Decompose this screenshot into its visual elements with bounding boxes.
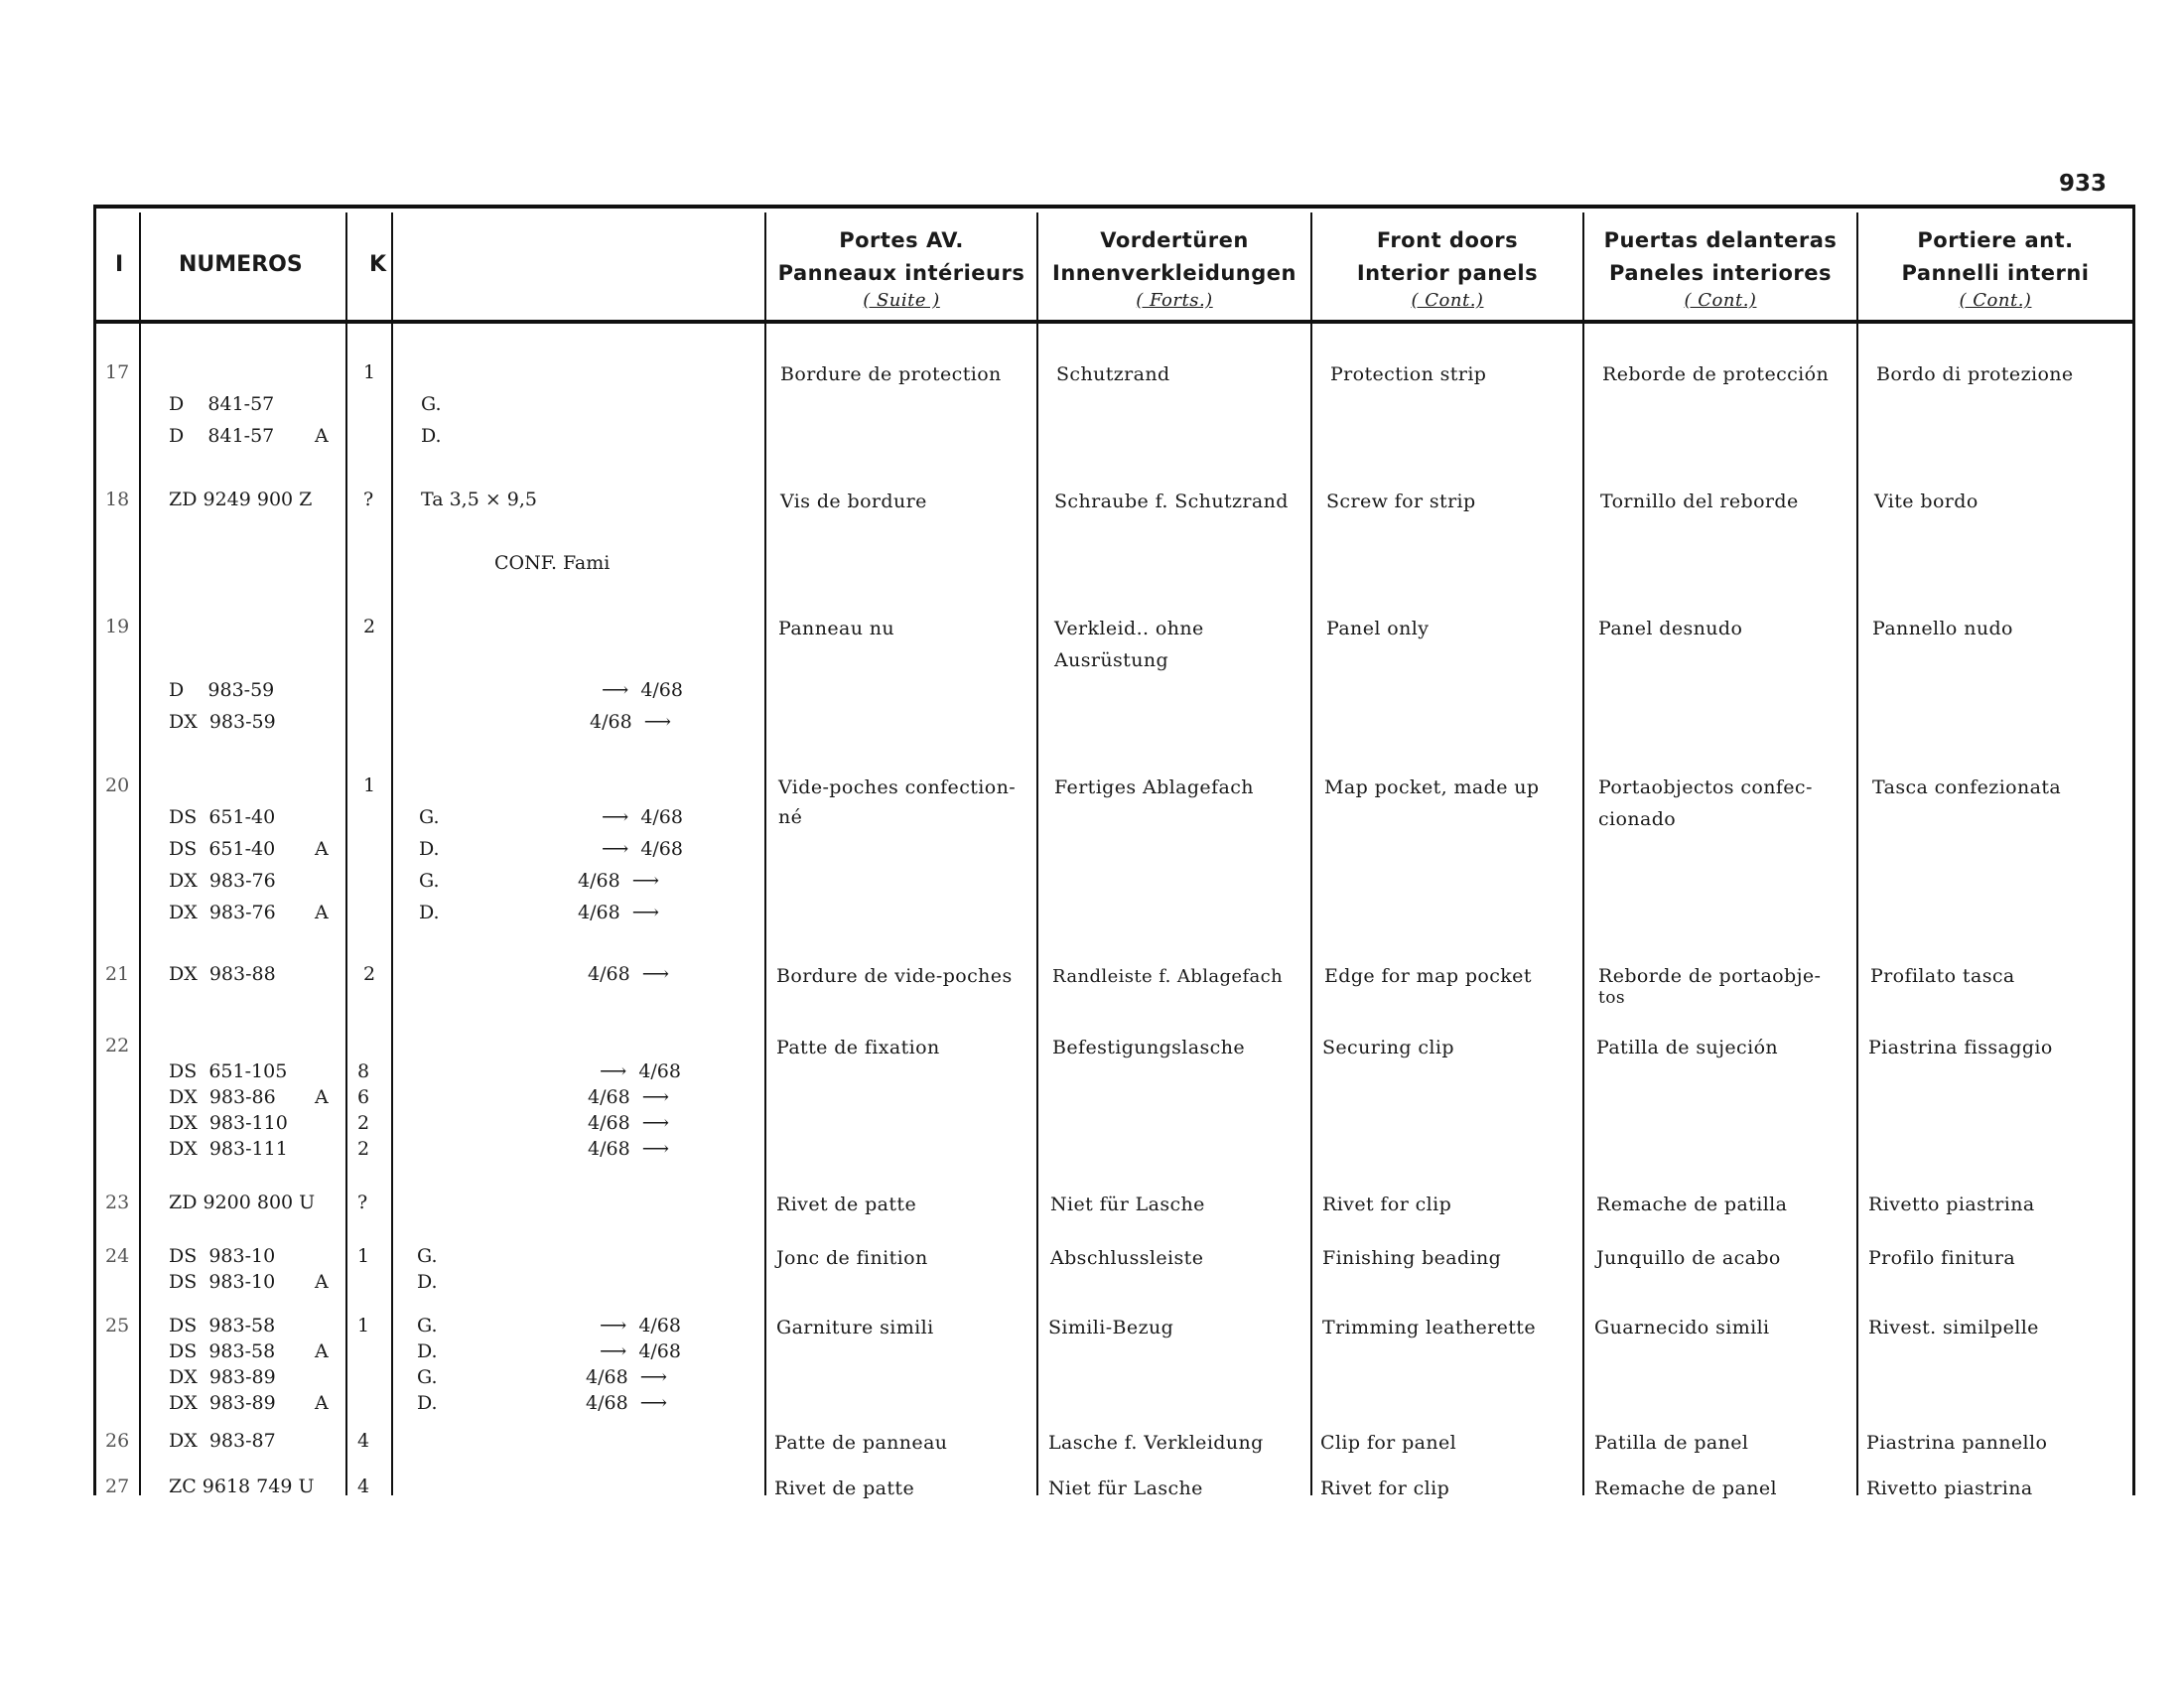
desc-fr: Patte de fixation bbox=[776, 1037, 940, 1058]
part-number: DX 983-59 bbox=[169, 711, 276, 733]
header-col-en bbox=[1312, 224, 1582, 312]
part-side: D. bbox=[417, 1392, 438, 1414]
header-col-i: I bbox=[115, 252, 124, 277]
table-top-border bbox=[93, 205, 2134, 209]
part-side: G. bbox=[419, 870, 440, 892]
desc-en: Edge for map pocket bbox=[1324, 965, 1532, 987]
part-side: G. bbox=[417, 1315, 438, 1336]
part-number: DS 651-40 bbox=[169, 806, 276, 828]
part-suffix: A bbox=[315, 1392, 329, 1414]
col-divider-k bbox=[391, 212, 393, 1495]
row-index: 21 bbox=[105, 963, 130, 985]
desc-fr: Patte de panneau bbox=[774, 1432, 948, 1454]
part-note: 4/68 ⟶ bbox=[588, 1112, 669, 1134]
part-note: ⟶ 4/68 bbox=[602, 679, 683, 701]
header-fr-sub: ( Suite ) bbox=[863, 290, 940, 311]
desc-en: Rivet for clip bbox=[1322, 1194, 1452, 1215]
part-number: ZC 9618 749 U bbox=[169, 1476, 315, 1497]
header-col-es bbox=[1584, 224, 1856, 312]
part-side: D. bbox=[417, 1271, 438, 1293]
part-suffix: A bbox=[315, 1086, 329, 1108]
desc-en: Finishing beading bbox=[1322, 1247, 1502, 1269]
desc-it: Rivetto piastrina bbox=[1868, 1194, 2035, 1215]
part-number: DS 983-58 bbox=[169, 1315, 276, 1336]
header-it-line2: Pannelli interni bbox=[1901, 261, 2090, 285]
desc-es: Patilla de sujeción bbox=[1596, 1037, 1779, 1058]
row-k: 4 bbox=[357, 1430, 370, 1452]
desc-it: Profilato tasca bbox=[1870, 965, 2015, 987]
col-divider-fr bbox=[1036, 212, 1038, 1495]
header-col-fr bbox=[766, 224, 1036, 312]
row-index: 25 bbox=[105, 1315, 130, 1336]
part-note: ⟶ 4/68 bbox=[600, 1340, 681, 1362]
header-de-line2: Innenverkleidungen bbox=[1052, 261, 1297, 285]
desc-it: Piastrina fissaggio bbox=[1868, 1037, 2053, 1058]
part-number: DX 983-88 bbox=[169, 963, 276, 985]
desc-fr: Bordure de vide-poches bbox=[776, 965, 1013, 987]
desc-de: Befestigungslasche bbox=[1052, 1037, 1245, 1058]
part-number: ZD 9249 900 Z bbox=[169, 489, 313, 510]
row-k: 1 bbox=[357, 1315, 370, 1336]
row-index: 20 bbox=[105, 774, 130, 796]
row-k: 4 bbox=[357, 1476, 370, 1497]
row-index: 27 bbox=[105, 1476, 130, 1497]
row-index: 19 bbox=[105, 616, 130, 637]
desc-fr: Vide-poches confection- bbox=[778, 776, 1017, 798]
header-en-line2: Interior panels bbox=[1356, 261, 1539, 285]
col-divider-es bbox=[1856, 212, 1858, 1495]
desc-es: Patilla de panel bbox=[1594, 1432, 1749, 1454]
header-col-it bbox=[1858, 224, 2132, 312]
col-divider-i bbox=[139, 212, 141, 1495]
part-side: D. bbox=[419, 838, 440, 860]
part-number: D 983-59 bbox=[169, 679, 275, 701]
desc-it: Pannello nudo bbox=[1872, 618, 2013, 639]
header-es-sub: ( Cont.) bbox=[1684, 290, 1757, 311]
desc-it: Rivest. similpelle bbox=[1868, 1317, 2039, 1338]
row-k: 2 bbox=[363, 616, 376, 637]
part-number: DX 983-89 bbox=[169, 1366, 276, 1388]
part-note: 4/68 ⟶ bbox=[588, 1138, 669, 1160]
desc-fr: Garniture simili bbox=[776, 1317, 934, 1338]
desc-es: Reborde de protección bbox=[1602, 363, 1830, 385]
row-k: 1 bbox=[363, 774, 376, 796]
row-index: 24 bbox=[105, 1245, 130, 1267]
desc-de: Niet für Lasche bbox=[1050, 1194, 1205, 1215]
desc-it: Vite bordo bbox=[1874, 491, 1979, 512]
part-suffix: A bbox=[315, 838, 329, 860]
part-suffix: A bbox=[315, 1340, 329, 1362]
desc-de: Schutzrand bbox=[1056, 363, 1170, 385]
part-number: ZD 9200 800 U bbox=[169, 1192, 316, 1213]
part-note: 4/68 ⟶ bbox=[586, 1392, 667, 1414]
desc-it: Bordo di protezione bbox=[1876, 363, 2074, 385]
row-index: 18 bbox=[105, 489, 130, 510]
desc-en: Panel only bbox=[1326, 618, 1430, 639]
part-number: DX 983-110 bbox=[169, 1112, 288, 1134]
row-index: 17 bbox=[105, 361, 130, 383]
part-note: 4/68 ⟶ bbox=[578, 870, 659, 892]
part-note: ⟶ 4/68 bbox=[602, 838, 683, 860]
part-number: DS 651-40 bbox=[169, 838, 276, 860]
row-index: 26 bbox=[105, 1430, 130, 1452]
part-side: D. bbox=[417, 1340, 438, 1362]
desc-fr: Rivet de patte bbox=[776, 1194, 917, 1215]
part-number: DX 983-76 bbox=[169, 870, 276, 892]
part-number: DX 983-87 bbox=[169, 1430, 276, 1452]
desc-es: Remache de panel bbox=[1594, 1477, 1777, 1499]
part-side: G. bbox=[417, 1245, 438, 1267]
desc-de: Abschlussleiste bbox=[1050, 1247, 1204, 1269]
col-divider-numeros bbox=[345, 212, 347, 1495]
part-number: DX 983-111 bbox=[169, 1138, 288, 1160]
part-number: DX 983-86 bbox=[169, 1086, 276, 1108]
col-divider-en bbox=[1582, 212, 1584, 1495]
row-k: 2 bbox=[363, 963, 376, 985]
row-index: 23 bbox=[105, 1192, 130, 1213]
desc-en: Protection strip bbox=[1330, 363, 1487, 385]
part-number: DX 983-89 bbox=[169, 1392, 276, 1414]
desc-en: Securing clip bbox=[1322, 1037, 1454, 1058]
part-side: D. bbox=[419, 902, 440, 923]
header-fr-line2: Panneaux intérieurs bbox=[777, 261, 1025, 285]
desc-en: Map pocket, made up bbox=[1324, 776, 1540, 798]
header-bottom-border bbox=[93, 320, 2134, 324]
header-en-line1: Front doors bbox=[1376, 228, 1519, 252]
desc-es: Junquillo de acabo bbox=[1596, 1247, 1781, 1269]
desc-fr: Bordure de protection bbox=[780, 363, 1002, 385]
desc-fr: Vis de bordure bbox=[780, 491, 927, 512]
col-divider-de bbox=[1310, 212, 1312, 1495]
part-number: DS 983-10 bbox=[169, 1271, 276, 1293]
part-side: G. bbox=[417, 1366, 438, 1388]
row-index: 22 bbox=[105, 1035, 130, 1056]
header-es-line1: Puertas delanteras bbox=[1603, 228, 1838, 252]
desc-en: Trimming leatherette bbox=[1322, 1317, 1536, 1338]
part-extra: CONF. Fami bbox=[494, 552, 611, 574]
desc-fr: Rivet de patte bbox=[774, 1477, 915, 1499]
header-de-line1: Vordertüren bbox=[1100, 228, 1249, 252]
desc-de: Simili-Bezug bbox=[1048, 1317, 1174, 1338]
desc-fr: Panneau nu bbox=[778, 618, 895, 639]
desc-it: Rivetto piastrina bbox=[1866, 1477, 2033, 1499]
part-suffix: A bbox=[315, 1271, 329, 1293]
desc-fr-cont: né bbox=[778, 806, 803, 828]
page-number: 933 bbox=[2059, 171, 2108, 197]
col-divider-spec bbox=[764, 212, 766, 1495]
part-k: 8 bbox=[357, 1060, 370, 1082]
part-note: ⟶ 4/68 bbox=[602, 806, 683, 828]
part-side: D. bbox=[421, 425, 442, 447]
part-k: 2 bbox=[357, 1112, 370, 1134]
part-number: D 841-57 bbox=[169, 425, 275, 447]
desc-de: Niet für Lasche bbox=[1048, 1477, 1203, 1499]
desc-es: Reborde de portaobje- bbox=[1598, 965, 1822, 987]
header-en-sub: ( Cont.) bbox=[1411, 290, 1484, 311]
desc-es: Tornillo del reborde bbox=[1600, 491, 1799, 512]
desc-it: Piastrina pannello bbox=[1866, 1432, 2048, 1454]
desc-es: Remache de patilla bbox=[1596, 1194, 1788, 1215]
part-note: 4/68 ⟶ bbox=[578, 902, 659, 923]
desc-de: Schraube f. Schutzrand bbox=[1054, 491, 1289, 512]
desc-de: Lasche f. Verkleidung bbox=[1048, 1432, 1264, 1454]
part-note: ⟶ 4/68 bbox=[600, 1060, 681, 1082]
part-note: 4/68 ⟶ bbox=[586, 1366, 667, 1388]
desc-de: Verkleid.. ohne bbox=[1054, 618, 1204, 639]
part-k: 6 bbox=[357, 1086, 370, 1108]
part-number: DS 651-105 bbox=[169, 1060, 288, 1082]
header-col-de bbox=[1038, 224, 1310, 312]
desc-de-cont: Ausrüstung bbox=[1054, 649, 1169, 671]
part-side: G. bbox=[419, 806, 440, 828]
desc-en: Clip for panel bbox=[1320, 1432, 1457, 1454]
part-note: ⟶ 4/68 bbox=[600, 1315, 681, 1336]
desc-es: Guarnecido simili bbox=[1594, 1317, 1770, 1338]
part-number: D 841-57 bbox=[169, 393, 275, 415]
header-de-sub: ( Forts.) bbox=[1136, 290, 1213, 311]
header-col-numeros: NUMEROS bbox=[179, 252, 303, 277]
part-note: 4/68 ⟶ bbox=[588, 1086, 669, 1108]
desc-de: Fertiges Ablagefach bbox=[1054, 776, 1254, 798]
part-number: DX 983-76 bbox=[169, 902, 276, 923]
desc-de: Randleiste f. Ablagefach bbox=[1052, 966, 1284, 987]
table-left-border bbox=[93, 205, 96, 1495]
row-k: ? bbox=[363, 489, 374, 510]
desc-it: Tasca confezionata bbox=[1872, 776, 2062, 798]
desc-en: Rivet for clip bbox=[1320, 1477, 1450, 1499]
part-suffix: A bbox=[315, 902, 329, 923]
header-fr-line1: Portes AV. bbox=[839, 228, 964, 252]
header-it-line1: Portiere ant. bbox=[1917, 228, 2074, 252]
header-it-sub: ( Cont.) bbox=[1959, 290, 2032, 311]
row-k: 1 bbox=[363, 361, 376, 383]
part-suffix: A bbox=[315, 425, 329, 447]
desc-es: Panel desnudo bbox=[1598, 618, 1743, 639]
desc-en: Screw for strip bbox=[1326, 491, 1476, 512]
part-number: DS 983-58 bbox=[169, 1340, 276, 1362]
part-number: DS 983-10 bbox=[169, 1245, 276, 1267]
desc-fr: Jonc de finition bbox=[776, 1247, 928, 1269]
desc-it: Profilo finitura bbox=[1868, 1247, 2016, 1269]
row-k: 1 bbox=[357, 1245, 370, 1267]
desc-es-cont: cionado bbox=[1598, 808, 1677, 830]
desc-es-cont: tos bbox=[1598, 988, 1625, 1008]
part-spec: Ta 3,5 × 9,5 bbox=[421, 489, 537, 510]
table-right-border bbox=[2132, 205, 2135, 1495]
part-side: G. bbox=[421, 393, 442, 415]
header-col-k: K bbox=[369, 252, 387, 277]
desc-es: Portaobjectos confec- bbox=[1598, 776, 1813, 798]
header-es-line2: Paneles interiores bbox=[1609, 261, 1832, 285]
part-note: 4/68 ⟶ bbox=[590, 711, 671, 733]
part-k: 2 bbox=[357, 1138, 370, 1160]
row-k: ? bbox=[357, 1192, 368, 1213]
part-note: 4/68 ⟶ bbox=[588, 963, 669, 985]
